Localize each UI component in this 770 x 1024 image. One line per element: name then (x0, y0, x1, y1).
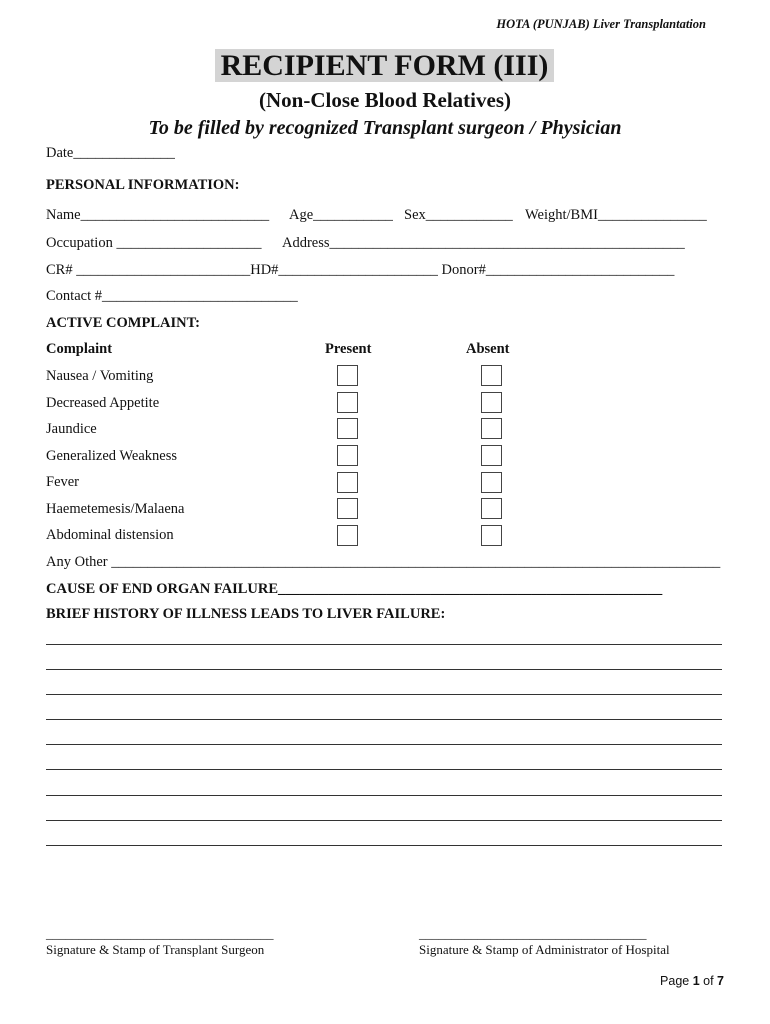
complaint-column-header: Complaint (46, 341, 113, 357)
present-checkbox[interactable] (337, 365, 358, 386)
page-number (660, 974, 724, 988)
absent-checkbox[interactable] (481, 418, 502, 439)
history-line[interactable] (46, 820, 722, 821)
header-org: HOTA (PUNJAB) Liver Transplantation (496, 17, 706, 31)
contact-field[interactable]: Contact #___________________________ (46, 288, 298, 304)
history-line[interactable] (46, 845, 722, 846)
present-checkbox[interactable] (337, 472, 358, 493)
date-field[interactable]: Date______________ (46, 145, 175, 161)
absent-checkbox[interactable] (481, 392, 502, 413)
page-prefix: Page (660, 974, 693, 988)
history-heading: BRIEF HISTORY OF ILLNESS LEADS TO LIVER FAILURE: (46, 606, 446, 622)
absent-checkbox[interactable] (481, 472, 502, 493)
form-instruction: To be filled by recognized Transplant surgeon / Physician (148, 117, 622, 139)
present-column-header: Present (325, 341, 372, 357)
history-line[interactable] (46, 769, 722, 770)
page-of: of (699, 974, 718, 988)
absent-checkbox[interactable] (481, 365, 502, 386)
history-line[interactable] (46, 744, 722, 745)
present-checkbox[interactable] (337, 525, 358, 546)
administrator-signature-line[interactable]: ___________________________________ (419, 926, 647, 941)
surgeon-signature-label: Signature & Stamp of Transplant Surgeon (46, 942, 265, 957)
complaint-label: Decreased Appetite (46, 395, 160, 411)
complaint-label: Fever (46, 474, 80, 490)
complaint-label: Generalized Weakness (46, 448, 178, 464)
cause-of-failure-field[interactable]: CAUSE OF END ORGAN FAILURE_____________________________________________________ (46, 581, 663, 597)
sex-field[interactable]: Sex____________ (404, 207, 513, 223)
administrator-signature-label: Signature & Stamp of Administrator of Hospital (419, 942, 670, 957)
present-checkbox[interactable] (337, 418, 358, 439)
present-checkbox[interactable] (337, 392, 358, 413)
cr-hd-donor-fields[interactable]: CR# ________________________HD#______________________ Donor#__________________________ (46, 262, 675, 278)
any-other-field[interactable]: Any Other ____________________________________________________________________________________ (46, 554, 721, 570)
history-line[interactable] (46, 694, 722, 695)
absent-checkbox[interactable] (481, 498, 502, 519)
address-field[interactable]: Address_________________________________________________ (282, 235, 685, 251)
absent-checkbox[interactable] (481, 445, 502, 466)
present-checkbox[interactable] (337, 445, 358, 466)
present-checkbox[interactable] (337, 498, 358, 519)
absent-checkbox[interactable] (481, 525, 502, 546)
form-title: RECIPIENT FORM (III) (215, 49, 554, 82)
personal-info-heading: PERSONAL INFORMATION: (46, 177, 240, 193)
complaint-label: Haemetemesis/Malaena (46, 501, 185, 517)
history-line[interactable] (46, 795, 722, 796)
surgeon-signature-line[interactable]: ___________________________________ (46, 926, 274, 941)
page-current: 1 (692, 974, 700, 988)
history-line[interactable] (46, 644, 722, 645)
weight-bmi-field[interactable]: Weight/BMI_______________ (525, 207, 707, 223)
complaint-label: Jaundice (46, 421, 97, 437)
active-complaint-heading: ACTIVE COMPLAINT: (46, 315, 200, 331)
history-line[interactable] (46, 719, 722, 720)
occupation-field[interactable]: Occupation ____________________ (46, 235, 262, 251)
age-field[interactable]: Age___________ (289, 207, 393, 223)
name-field[interactable]: Name__________________________ (46, 207, 270, 223)
complaint-label: Abdominal distension (46, 527, 174, 543)
complaint-label: Nausea / Vomiting (46, 368, 154, 384)
absent-column-header: Absent (466, 341, 510, 357)
form-subtitle: (Non-Close Blood Relatives) (259, 88, 511, 112)
page-total: 7 (717, 974, 724, 988)
history-line[interactable] (46, 669, 722, 670)
